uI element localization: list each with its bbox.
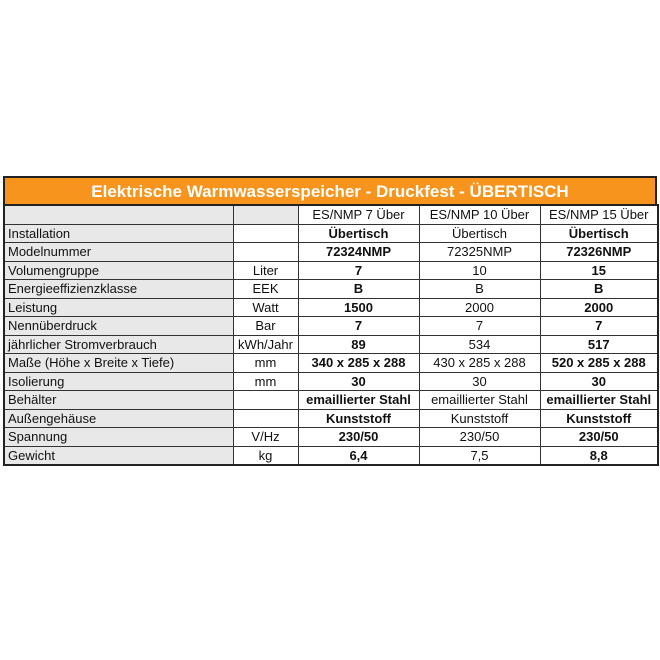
value-model-2: 7,5 [419,446,540,465]
row-label: Energieeffizienzklasse [4,280,233,299]
value-model-3: 520 x 285 x 288 [540,354,658,373]
table-row [4,428,658,447]
row-unit: kg [233,446,298,465]
value-model-1: 7 [298,317,419,336]
value-model-2: 7 [419,317,540,336]
row-unit [233,243,298,262]
value-model-2: 30 [419,372,540,391]
row-label: Volumengruppe [4,261,233,280]
row-unit: Bar [233,317,298,336]
table-row [4,317,658,336]
row-label: Leistung [4,298,233,317]
table-row [4,354,658,373]
value-model-3: emaillierter Stahl [540,391,658,410]
row-unit: kWh/Jahr [233,335,298,354]
header-model-2: ES/NMP 10 Über [419,205,540,224]
header-model-3: ES/NMP 15 Über [540,205,658,224]
row-unit [233,391,298,410]
row-unit [233,409,298,428]
value-model-1: Übertisch [298,224,419,243]
table-row [4,372,658,391]
table-row [4,409,658,428]
value-model-2: 10 [419,261,540,280]
value-model-1: emaillierter Stahl [298,391,419,410]
row-unit: EEK [233,280,298,299]
row-label: Behälter [4,391,233,410]
header-unit-cell [233,205,298,224]
header-label-cell [4,205,233,224]
table-row [4,224,658,243]
value-model-3: 8,8 [540,446,658,465]
table-row [4,298,658,317]
value-model-1: 6,4 [298,446,419,465]
value-model-2: 230/50 [419,428,540,447]
value-model-1: Kunststoff [298,409,419,428]
table-row [4,391,658,410]
value-model-3: 72326NMP [540,243,658,262]
row-unit: Watt [233,298,298,317]
value-model-2: 72325NMP [419,243,540,262]
row-unit: mm [233,354,298,373]
table-row [4,335,658,354]
row-unit: Liter [233,261,298,280]
table-row [4,280,658,299]
row-label: Isolierung [4,372,233,391]
value-model-1: 72324NMP [298,243,419,262]
value-model-2: 2000 [419,298,540,317]
row-unit: mm [233,372,298,391]
value-model-2: 430 x 285 x 288 [419,354,540,373]
value-model-1: 89 [298,335,419,354]
value-model-1: 7 [298,261,419,280]
value-model-1: B [298,280,419,299]
row-label: Modelnummer [4,243,233,262]
row-unit: V/Hz [233,428,298,447]
row-label: Außengehäuse [4,409,233,428]
value-model-3: 517 [540,335,658,354]
value-model-3: 7 [540,317,658,336]
row-label: Spannung [4,428,233,447]
spec-table [3,204,659,466]
value-model-1: 230/50 [298,428,419,447]
value-model-1: 340 x 285 x 288 [298,354,419,373]
value-model-2: Kunststoff [419,409,540,428]
header-model-1: ES/NMP 7 Über [298,205,419,224]
value-model-3: Kunststoff [540,409,658,428]
row-unit [233,224,298,243]
value-model-2: B [419,280,540,299]
value-model-1: 1500 [298,298,419,317]
value-model-3: 15 [540,261,658,280]
table-row [4,243,658,262]
value-model-2: emaillierter Stahl [419,391,540,410]
table-row [4,261,658,280]
row-label: Maße (Höhe x Breite x Tiefe) [4,354,233,373]
row-label: Gewicht [4,446,233,465]
value-model-3: Übertisch [540,224,658,243]
value-model-3: 30 [540,372,658,391]
value-model-3: 230/50 [540,428,658,447]
row-label: Nennüberdruck [4,317,233,336]
value-model-3: B [540,280,658,299]
value-model-1: 30 [298,372,419,391]
table-title: Elektrische Warmwasserspeicher - Druckfest - ÜBERTISCH [3,176,657,204]
spec-table-container [3,176,657,466]
header-row [4,205,658,224]
value-model-2: Übertisch [419,224,540,243]
row-label: Installation [4,224,233,243]
value-model-2: 534 [419,335,540,354]
value-model-3: 2000 [540,298,658,317]
table-row [4,446,658,465]
row-label: jährlicher Stromverbrauch [4,335,233,354]
